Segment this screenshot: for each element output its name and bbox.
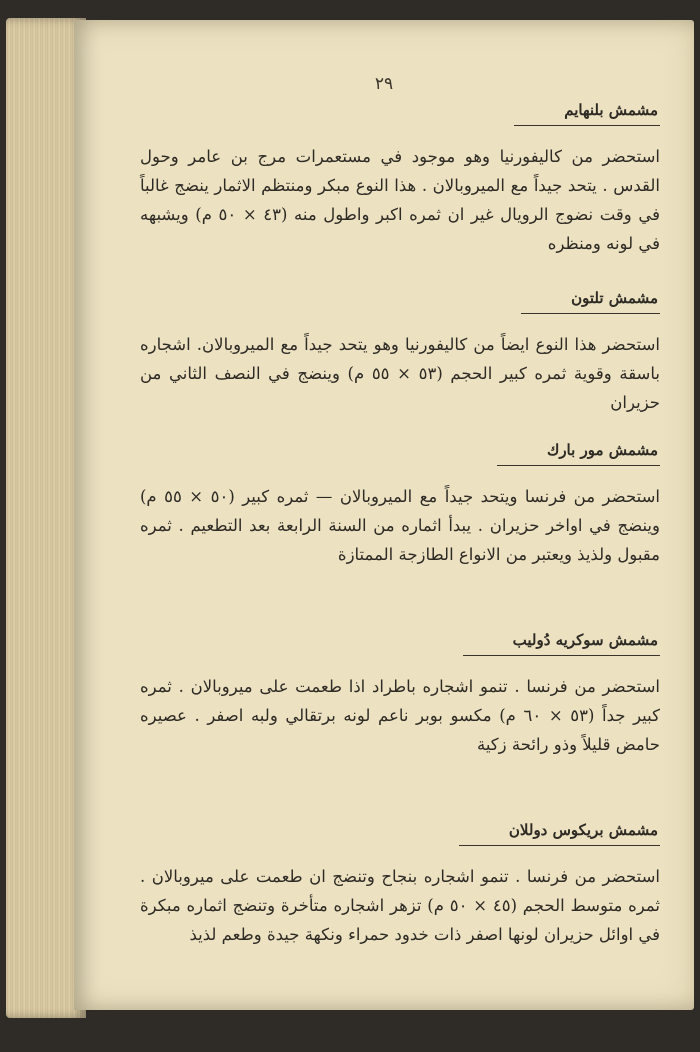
section-heading: مشمش بلنهايم bbox=[514, 101, 660, 126]
section-body: استحضر من فرنسا ويتحد جيداً مع الميروبالان — ثمره كبير (٥٠ × ٥٥ م) وينضج في اواخر حزيران . يبدأ اثماره من السنة الرابعة بعد التطعيم . ثمره مقبول ولذيذ ويعتبر من الانواع الطازجة الممتازة bbox=[140, 487, 660, 564]
book-page bbox=[74, 20, 694, 1010]
section-blenheim bbox=[140, 100, 660, 258]
section-body: استحضر من كاليفورنيا وهو موجود في مستعمرات مرج بن عامر وحول القدس . يتحد جيداً مع الميروبالان . هذا النوع مبكر ومنتظم الاثمار ينضج غالباً في وقت نضوج الرويال غير ان ثمره اكبر واطول منه (٤٣ × ٥٠ م) ويشبهه في لونه ومنظره bbox=[140, 147, 660, 253]
section-heading: مشمش سوكريه دُوليب bbox=[463, 631, 660, 656]
section-bricot-doullan bbox=[140, 820, 660, 949]
page-number: ٢٩ bbox=[374, 74, 394, 94]
section-body: استحضر من فرنسا . تنمو اشجاره باطراد اذا طعمت على ميروبالان . ثمره كبير جداً (٥٣ × ٦٠ م) مكسو بوبر ناعم لونه برتقالي ولبه اصفر . عصيره حامض قليلاً وذو رائحة زكية bbox=[140, 677, 660, 754]
section-heading: مشمش مور بارك bbox=[497, 441, 660, 466]
section-moorpark bbox=[140, 440, 660, 569]
section-sucre-de-holub bbox=[140, 630, 660, 759]
section-tilton bbox=[140, 288, 660, 417]
section-heading: مشمش تلتون bbox=[521, 289, 660, 314]
section-body: استحضر هذا النوع ايضاً من كاليفورنيا وهو يتحد جيداً مع الميروبالان. اشجاره باسقة وقوية ثمره كبير الحجم (٥٣ × ٥٥ م) وينضج في النصف الثاني من حزيران bbox=[140, 335, 660, 412]
section-body: استحضر من فرنسا . تنمو اشجاره بنجاح وتنضج ان طعمت على ميروبالان . ثمره متوسط الحجم (٤٥ × ٥٠ م) تزهر اشجاره متأخرة وتنضج اثماره مبكرة في اوائل حزيران لونها اصفر ذات خدود حمراء ونكهة جيدة وطعم لذيذ bbox=[140, 867, 660, 944]
section-heading: مشمش بريكوس دوللان bbox=[459, 821, 660, 846]
